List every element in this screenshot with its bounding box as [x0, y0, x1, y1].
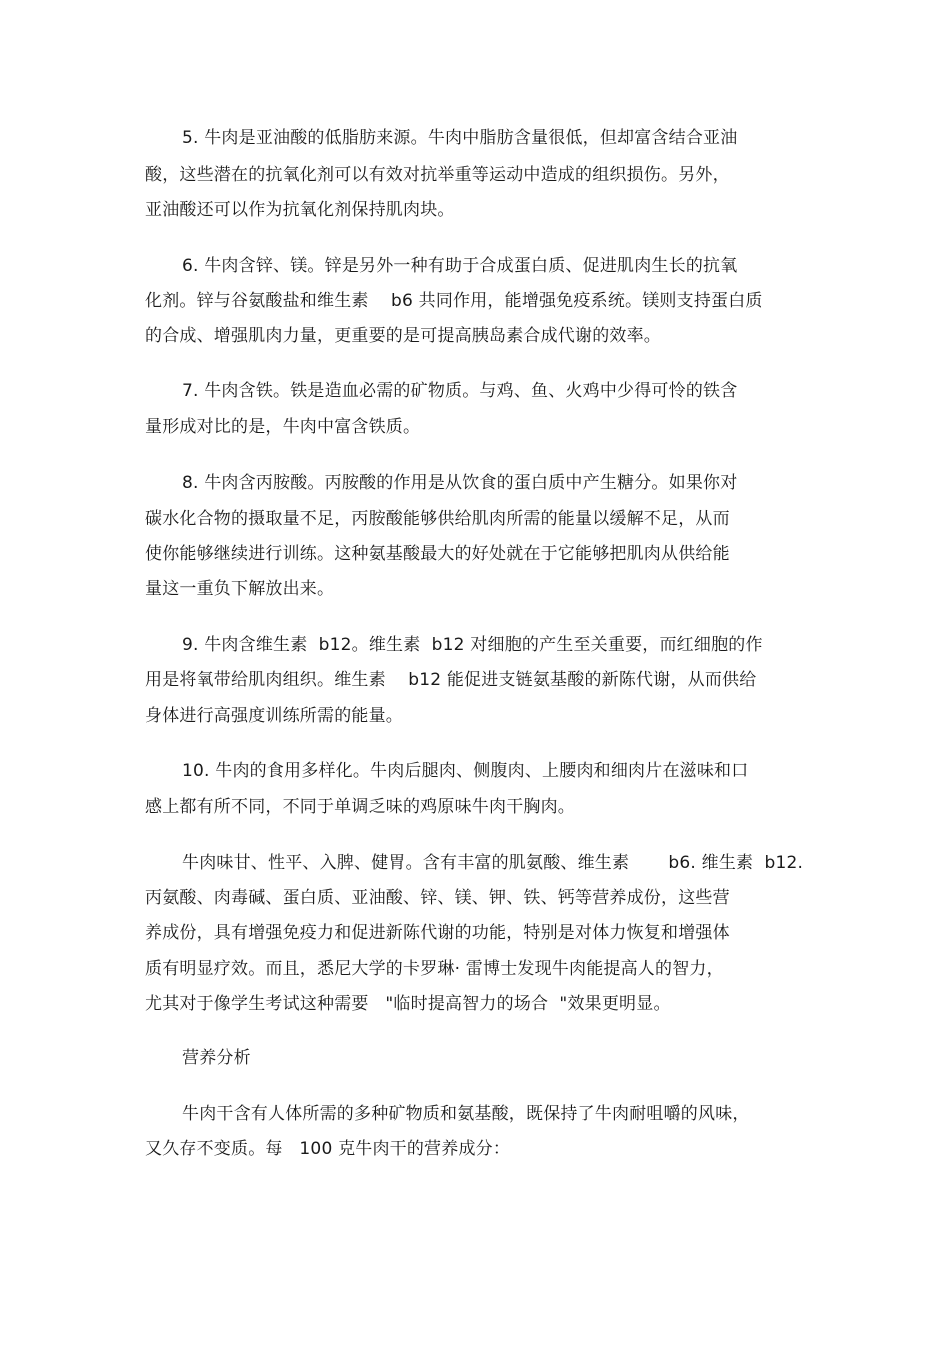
text-line: 量形成对比的是，牛肉中富含铁质。 — [145, 417, 421, 437]
text-line: 的合成、增强肌肉力量，更重要的是可提高胰岛素合成代谢的效率。 — [145, 326, 661, 346]
text-line: 量这一重负下解放出来。 — [145, 579, 335, 599]
text-line: 又久存不变质。每 100 克牛肉干的营养成分： — [145, 1139, 511, 1159]
text-line: 7. 牛肉含铁。铁是造血必需的矿物质。与鸡、鱼、火鸡中少得可怜的铁含 — [182, 381, 738, 401]
text-line: 养成份，具有增强免疫力和促进新陈代谢的功能，特别是对体力恢复和增强体 — [145, 923, 730, 943]
text-line: 8. 牛肉含丙胺酸。丙胺酸的作用是从饮食的蛋白质中产生糖分。如果你对 — [182, 473, 738, 493]
text-line: 使你能够继续进行训练。这种氨基酸最大的好处就在于它能够把肌肉从供给能 — [145, 544, 730, 564]
text-line: 感上都有所不同，不同于单调乏味的鸡原味牛肉干胸肉。 — [145, 797, 575, 817]
text-line: 化剂。锌与谷氨酸盐和维生素 b6 共同作用，能增强免疫系统。镁则支持蛋白质 — [145, 291, 763, 311]
text-line: 9. 牛肉含维生素 b12。维生素 b12 对细胞的产生至关重要，而红细胞的作 — [182, 635, 763, 655]
text-line: 丙氨酸、肉毒碱、蛋白质、亚油酸、锌、镁、钾、铁、钙等营养成份，这些营 — [145, 888, 730, 908]
text-line: 牛肉干含有人体所需的多种矿物质和氨基酸，既保持了牛肉耐咀嚼的风味， — [182, 1104, 750, 1124]
text-line: 10. 牛肉的食用多样化。牛肉后腿肉、侧腹肉、上腰肉和细肉片在滋味和口 — [182, 761, 749, 781]
text-line: 质有明显疗效。而且，悉尼大学的卡罗琳· 雷博士发现牛肉能提高人的智力， — [145, 959, 724, 979]
section-heading: 营养分析 — [182, 1048, 251, 1068]
text-line: 6. 牛肉含锌、镁。锌是另外一种有助于合成蛋白质、促进肌肉生长的抗氧 — [182, 256, 738, 276]
text-line: 用是将氧带给肌肉组织。维生素 b12 能促进支链氨基酸的新陈代谢，从而供给 — [145, 670, 757, 690]
text-line: 5. 牛肉是亚油酸的低脂肪来源。牛肉中脂肪含量很低，但却富含结合亚油 — [182, 128, 738, 148]
text-line: 牛肉味甘、性平、入脾、健胃。含有丰富的肌氨酸、维生素 b6. 维生素 b12. — [182, 853, 804, 873]
text-line: 尤其对于像学生考试这种需要 "临时提高智力的场合 "效果更明显。 — [145, 994, 671, 1014]
text-line: 亚油酸还可以作为抗氧化剂保持肌肉块。 — [145, 200, 455, 220]
text-line: 酸，这些潜在的抗氧化剂可以有效对抗举重等运动中造成的组织损伤。另外， — [145, 165, 730, 185]
text-line: 碳水化合物的摄取量不足，丙胺酸能够供给肌肉所需的能量以缓解不足，从而 — [145, 509, 730, 529]
text-line: 身体进行高强度训练所需的能量。 — [145, 706, 403, 726]
